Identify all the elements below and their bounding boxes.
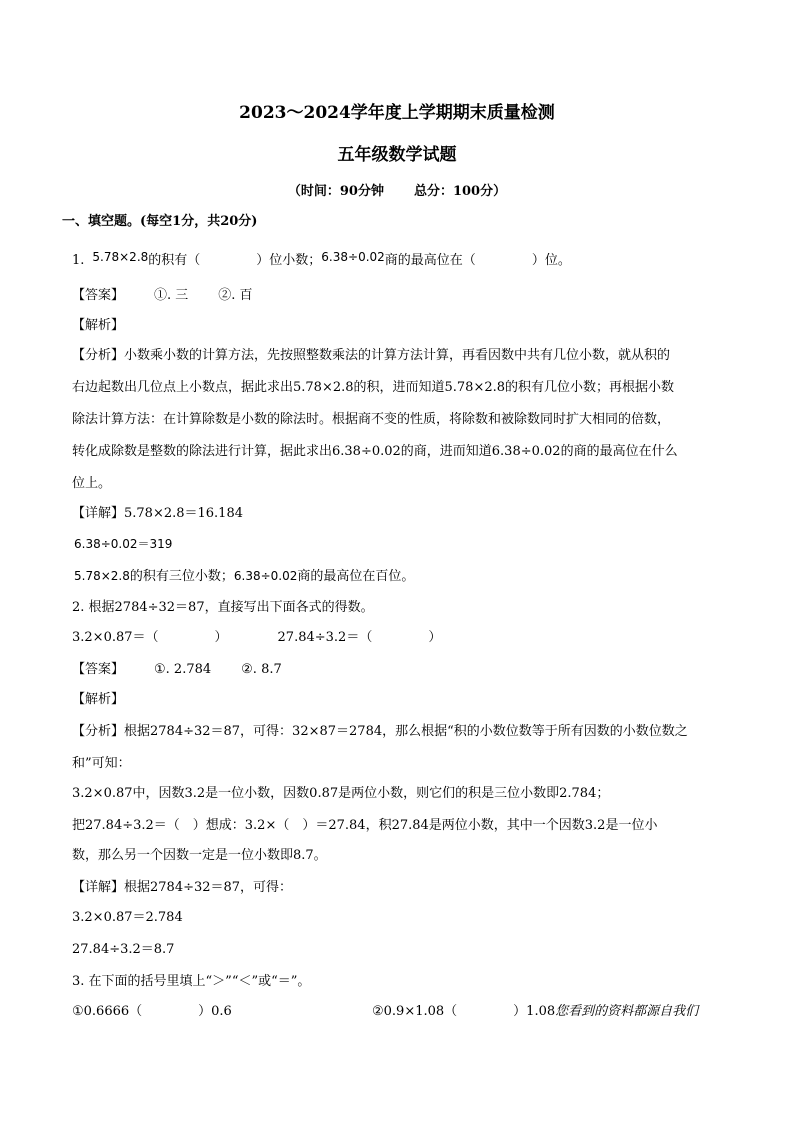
- q1-detail-expr1: 5.78×2.8: [74, 569, 130, 583]
- question-3-stem: 3. 在下面的括号里填上“＞”“＜”或“＝”。: [72, 974, 311, 989]
- question-3-item-1: [72, 1002, 232, 1022]
- q2-detail-line: 3.2×0.87＝2.784: [72, 910, 183, 925]
- exam-time: （时间：90分钟: [287, 184, 384, 199]
- q1-fenxi-line: 位上。: [72, 476, 112, 491]
- question-1-answer: [72, 286, 253, 306]
- question-2-item-2: 27.84÷3.2＝（: [277, 630, 373, 645]
- question-3-item-1-end: ）0.6: [198, 1004, 232, 1019]
- question-1-number: 1.: [72, 253, 85, 268]
- question-1-expr2: 6.38÷0.02: [321, 250, 385, 264]
- question-2-item-1: 3.2×0.87＝（: [72, 630, 159, 645]
- q1-detail-line: 【详解】5.78×2.8＝16.184: [72, 506, 243, 521]
- exam-title: 2023～2024学年度上学期期末质量检测: [239, 103, 555, 123]
- question-2-items: [72, 628, 441, 648]
- question-2-item-1-end: ）: [214, 630, 228, 645]
- q2-detail-line: 27.84÷3.2＝8.7: [72, 942, 175, 957]
- q2-fenxi-line: 【分析】根据2784÷32＝87，可得：32×87＝2784，那么根据“积的小数位数等于所有因数的小数位数之: [72, 724, 688, 739]
- q2-fenxi-line: 数，那么另一个因数一定是一位小数即8.7。: [72, 848, 327, 863]
- q1-detail-expr2: 6.38÷0.02: [233, 569, 298, 583]
- q1-detail-text2: 商的最高位在百位。: [297, 569, 415, 584]
- q2-fenxi-line: 把27.84÷3.2＝（ ）想成：3.2×（ ）＝27.84，积27.84是两位小数，其中一个因数3.2是一位小: [72, 818, 658, 833]
- question-3-item-2-text: ②0.9×1.08（: [372, 1004, 458, 1019]
- answer-2: ②. 百: [218, 288, 253, 303]
- q1-detail-line: [74, 566, 414, 587]
- q1-detail-text1: 的积有三位小数；: [129, 569, 234, 584]
- answer-label: 【答案】: [72, 288, 125, 303]
- question-1: [72, 250, 571, 271]
- question-2-stem: 2. 根据2784÷32＝87，直接写出下面各式的得数。: [72, 600, 374, 615]
- question-1-expr1: 5.78×2.8: [92, 250, 149, 264]
- exam-total-score: 总分：100分）: [413, 184, 507, 199]
- answer-1: ①. 2.784: [154, 662, 212, 677]
- question-1-text2: ）位小数；: [256, 253, 322, 268]
- question-1-text3: 商的最高位在（: [384, 253, 476, 268]
- question-1-text1: 的积有（: [148, 253, 201, 268]
- q1-fenxi-line: 【分析】小数乘小数的计算方法，先按照整数乘法的计算方法计算，再看因数中共有几位小数，就从积的: [72, 348, 671, 363]
- q1-fenxi-line: 除法计算方法：在计算除数是小数的除法时。根据商不变的性质，将除数和被除数同时扩大相同的倍数，: [72, 412, 671, 427]
- question-3-item-2-end: ）1.08: [513, 1004, 556, 1019]
- question-2-item-2-end: ）: [428, 630, 442, 645]
- question-3-item-1-text: ①0.6666（: [72, 1004, 143, 1019]
- exam-time-score: [0, 182, 794, 202]
- analysis-label: 【解析】: [72, 692, 125, 707]
- q2-fenxi-line: 和”可知：: [72, 756, 131, 771]
- question-2-answer: [72, 660, 282, 680]
- watermark-text: 您看到的资料都源自我们: [555, 1004, 699, 1019]
- section-title: 一、填空题。(每空1分，共20分): [62, 214, 258, 229]
- answer-1: ①. 三: [154, 288, 189, 303]
- analysis-label: 【解析】: [72, 318, 125, 333]
- question-1-text4: ）位。: [531, 253, 571, 268]
- answer-label: 【答案】: [72, 662, 125, 677]
- exam-subtitle: 五年级数学试题: [337, 145, 457, 165]
- q1-fenxi-line: 转化成除数是整数的除法进行计算，据此求出6.38÷0.02的商，进而知道6.38÷0.02的商的最高位在什么: [72, 444, 678, 459]
- answer-2: ②. 8.7: [241, 662, 282, 677]
- q2-detail-line: 【详解】根据2784÷32＝87，可得：: [72, 880, 293, 895]
- question-3-item-2: [372, 1002, 698, 1022]
- q2-fenxi-line: 3.2×0.87中，因数3.2是一位小数，因数0.87是两位小数，则它们的积是三位小数即2.784；: [72, 786, 610, 801]
- q1-detail-line: 6.38÷0.02＝319: [74, 537, 173, 551]
- q1-fenxi-line: 右边起数出几位点上小数点，据此求出5.78×2.8的积，进而知道5.78×2.8的积有几位小数；再根据小数: [72, 380, 675, 395]
